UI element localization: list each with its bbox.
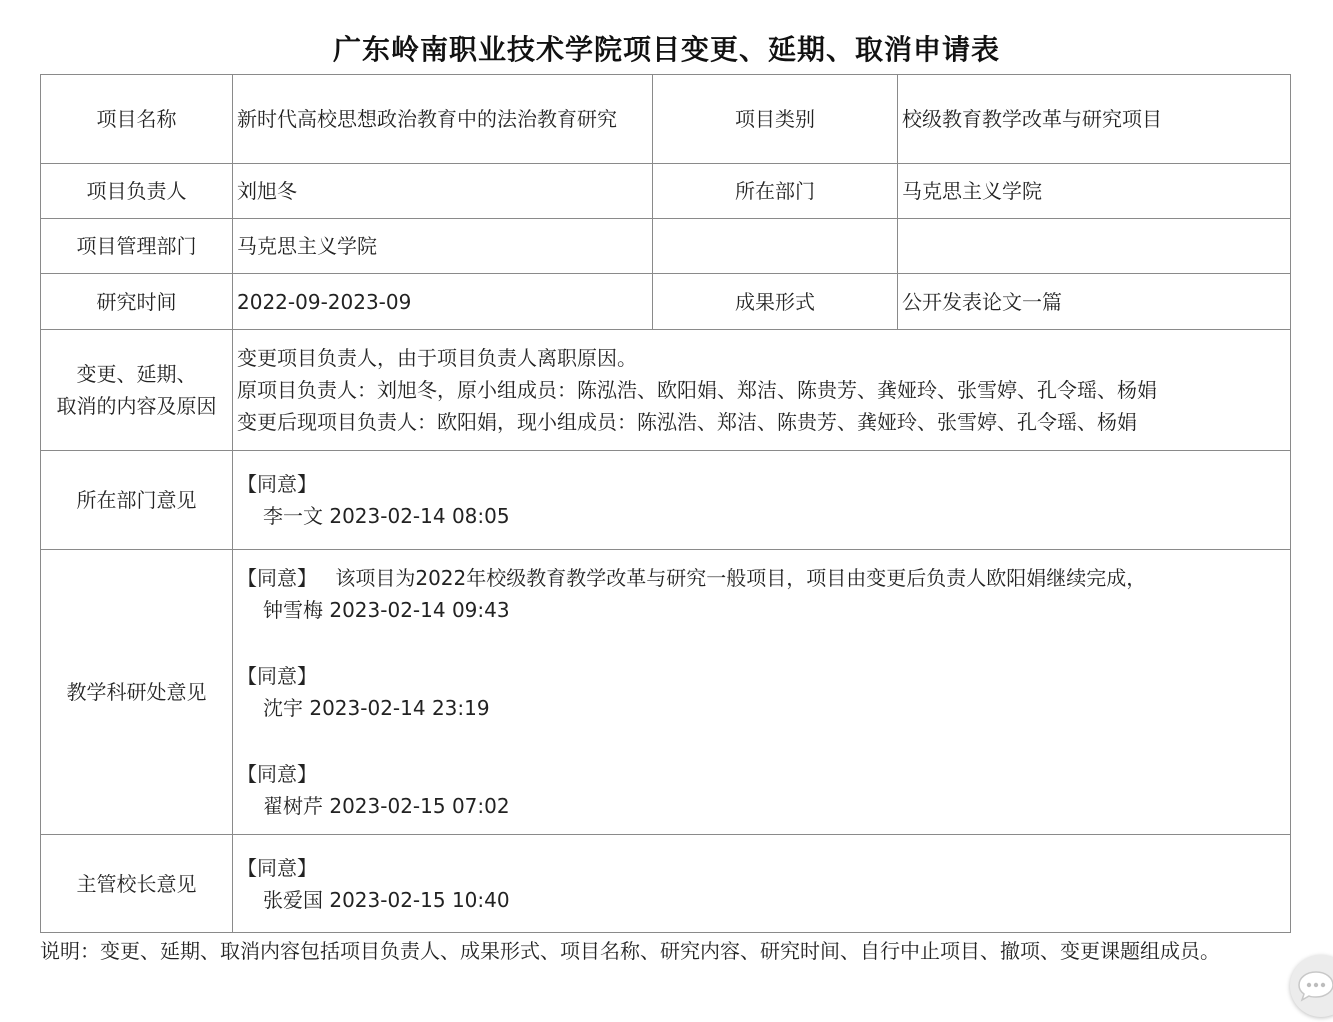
opinion-tag: 【同意】: [237, 472, 317, 496]
value-dept-opinion: [233, 451, 1291, 550]
row-management-dept: [41, 219, 1291, 274]
label-research-opinion: 教学科研处意见: [41, 550, 233, 835]
opinion-signature: 钟雪梅 2023-02-14 09:43: [263, 598, 510, 622]
opinion-tag: 【同意】: [237, 762, 317, 786]
opinion-tag: 【同意】: [237, 664, 317, 688]
opinion-tag: 【同意】: [237, 566, 317, 590]
value-project-category: 校级教育教学改革与研究项目: [898, 75, 1291, 164]
value-department: 马克思主义学院: [898, 164, 1291, 219]
label-change-line2: 取消的内容及原因: [56, 394, 217, 418]
value-research-time: 2022-09-2023-09: [233, 274, 653, 330]
opinion-signature: 张爱国 2023-02-15 10:40: [263, 887, 510, 912]
label-project-category: 项目类别: [653, 75, 898, 164]
chat-bubble-icon: [1296, 969, 1333, 1003]
label-change-line1: 变更、延期、: [76, 362, 197, 386]
change-line: 变更项目负责人，由于项目负责人离职原因。: [237, 346, 637, 370]
label-research-time: 研究时间: [41, 274, 233, 330]
value-project-name: 新时代高校思想政治教育中的法治教育研究: [233, 75, 653, 164]
opinion-entry: [237, 758, 1286, 822]
opinion-entry: [237, 468, 1286, 532]
opinion-entry: [237, 660, 1286, 724]
change-line: 原项目负责人：刘旭冬，原小组成员：陈泓浩、欧阳娟、郑洁、陈贵芳、龚娅玲、张雪婷、孔令瑶、杨娟: [237, 378, 1157, 402]
label-president-opinion: 主管校长意见: [41, 835, 233, 933]
value-result-form: 公开发表论文一篇: [898, 274, 1291, 330]
row-dept-opinion: [41, 451, 1291, 550]
label-empty: [653, 219, 898, 274]
label-project-leader: 项目负责人: [41, 164, 233, 219]
opinion-signature: 沈宇 2023-02-14 23:19: [263, 696, 490, 720]
page-title: 广东岭南职业技术学院项目变更、延期、取消申请表: [332, 33, 1000, 66]
opinion-tag: 【同意】: [237, 855, 317, 880]
row-president-opinion: [41, 835, 1291, 933]
label-dept-opinion: 所在部门意见: [41, 451, 233, 550]
application-form-table: [40, 74, 1291, 933]
opinion-signature: 翟树芹 2023-02-15 07:02: [263, 794, 510, 818]
row-change-content: [41, 330, 1291, 451]
opinion-entry: [237, 852, 1286, 916]
label-project-name: 项目名称: [41, 75, 233, 164]
label-management-dept: 项目管理部门: [41, 219, 233, 274]
value-research-opinion: [233, 550, 1291, 835]
change-line: 变更后现项目负责人：欧阳娟，现小组成员：陈泓浩、郑洁、陈贵芳、龚娅玲、张雪婷、孔令瑶、杨娟: [237, 410, 1137, 434]
label-department: 所在部门: [653, 164, 898, 219]
row-research-time: [41, 274, 1291, 330]
opinion-signature: 李一文 2023-02-14 08:05: [263, 504, 510, 528]
value-project-leader: 刘旭冬: [233, 164, 653, 219]
row-project-leader: [41, 164, 1291, 219]
row-project-name: [41, 75, 1291, 164]
value-management-dept: 马克思主义学院: [233, 219, 653, 274]
opinion-comment: 该项目为2022年校级教育教学改革与研究一般项目，项目由变更后负责人欧阳娟继续完成，: [335, 566, 1147, 590]
chat-button[interactable]: [1290, 955, 1333, 1017]
opinion-entry: [237, 562, 1286, 626]
form-note: 说明：变更、延期、取消内容包括项目负责人、成果形式、项目名称、研究内容、研究时间、自行中止项目、撤项、变更课题组成员。: [40, 939, 1220, 963]
row-research-opinion: [41, 550, 1291, 835]
value-empty: [898, 219, 1291, 274]
value-change-content: [233, 330, 1291, 451]
label-change-content: [41, 330, 233, 451]
value-president-opinion: [233, 835, 1291, 933]
label-result-form: 成果形式: [653, 274, 898, 330]
